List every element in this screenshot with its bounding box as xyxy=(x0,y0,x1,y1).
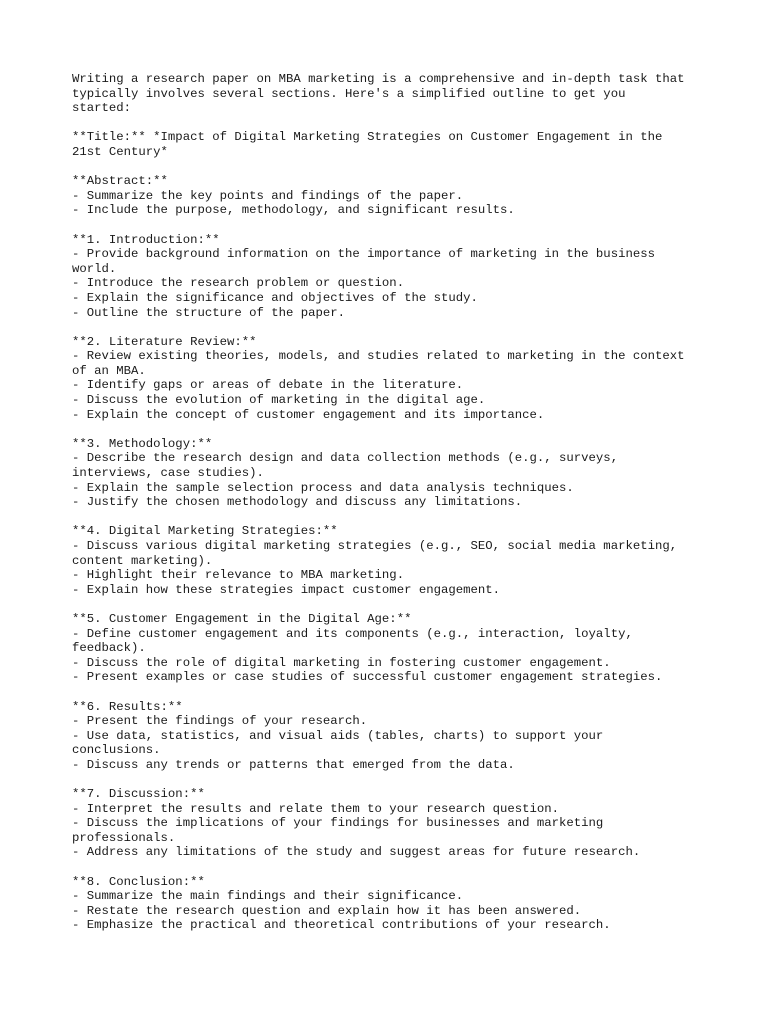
text-line: **5. Customer Engagement in the Digital Age:** xyxy=(72,611,412,626)
text-line: - Review existing theories, models, and studies related to marketing in the context xyxy=(72,349,685,364)
document-paragraph xyxy=(72,700,712,773)
text-line: **7. Discussion:** xyxy=(72,787,205,802)
text-line: - Provide background information on the importance of marketing in the business xyxy=(72,247,655,262)
text-line: - Explain the sample selection process and data analysis techniques. xyxy=(72,480,574,495)
text-line: - Include the purpose, methodology, and significant results. xyxy=(72,203,515,218)
text-line: - Address any limitations of the study and suggest areas for future research. xyxy=(72,845,641,860)
text-line: - Explain how these strategies impact customer engagement. xyxy=(72,582,501,597)
text-line: - Describe the research design and data collection methods (e.g., surveys, xyxy=(72,451,619,466)
text-line: - Justify the chosen methodology and discuss any limitations. xyxy=(72,495,523,510)
text-line: **2. Literature Review:** xyxy=(72,334,257,349)
text-line: world. xyxy=(72,261,117,276)
text-line: - Discuss any trends or patterns that emerged from the data. xyxy=(72,757,515,772)
text-line: **4. Digital Marketing Strategies:** xyxy=(72,524,338,539)
text-line: **3. Methodology:** xyxy=(72,436,213,451)
text-line: - Explain the significance and objectives of the study. xyxy=(72,290,478,305)
text-line: - Discuss the implications of your findings for businesses and marketing xyxy=(72,816,604,831)
document-paragraph xyxy=(72,335,712,423)
document-paragraph xyxy=(72,130,712,159)
text-line: - Summarize the key points and findings of the paper. xyxy=(72,188,464,203)
document-paragraph xyxy=(72,524,712,597)
text-line: content marketing). xyxy=(72,553,213,568)
text-line: of an MBA. xyxy=(72,363,146,378)
text-line: **Abstract:** xyxy=(72,174,168,189)
text-line: - Present the findings of your research. xyxy=(72,714,368,729)
text-line: started: xyxy=(72,101,132,116)
text-line: - Define customer engagement and its components (e.g., interaction, loyalty, xyxy=(72,626,633,641)
text-line: - Discuss the evolution of marketing in the digital age. xyxy=(72,393,486,408)
document-paragraph xyxy=(72,875,712,933)
document-paragraph xyxy=(72,72,712,116)
text-line: - Discuss various digital marketing strategies (e.g., SEO, social media marketing, xyxy=(72,539,678,553)
document-paragraph xyxy=(72,174,712,218)
text-line: typically involves several sections. Here's a simplified outline to get you xyxy=(72,86,626,101)
text-line: - Summarize the main findings and their significance. xyxy=(72,889,464,904)
document-body xyxy=(72,72,712,948)
text-line: - Introduce the research problem or question. xyxy=(72,276,405,291)
text-line: conclusions. xyxy=(72,743,161,758)
document-paragraph xyxy=(72,787,712,860)
text-line: - Interpret the results and relate them to your research question. xyxy=(72,801,560,816)
text-line: Writing a research paper on MBA marketing is a comprehensive and in-depth task that xyxy=(72,72,685,86)
text-line: feedback). xyxy=(72,641,146,656)
document-paragraph xyxy=(72,612,712,685)
text-line: - Explain the concept of customer engagement and its importance. xyxy=(72,407,545,422)
text-line: - Outline the structure of the paper. xyxy=(72,305,346,320)
text-line: - Discuss the role of digital marketing in fostering customer engagement. xyxy=(72,655,611,670)
text-line: **1. Introduction:** xyxy=(72,232,220,247)
document-paragraph xyxy=(72,437,712,510)
text-line: **8. Conclusion:** xyxy=(72,874,205,889)
text-line: - Use data, statistics, and visual aids (tables, charts) to support your xyxy=(72,728,604,743)
text-line: interviews, case studies). xyxy=(72,466,264,481)
text-line: - Restate the research question and explain how it has been answered. xyxy=(72,903,582,918)
text-line: professionals. xyxy=(72,830,176,845)
document-paragraph xyxy=(72,233,712,321)
text-line: **Title:** *Impact of Digital Marketing Strategies on Customer Engagement in the xyxy=(72,130,663,145)
text-line: - Present examples or case studies of successful customer engagement strategies. xyxy=(72,670,663,685)
text-line: 21st Century* xyxy=(72,144,168,159)
text-line: - Emphasize the practical and theoretical contributions of your research. xyxy=(72,918,611,933)
text-line: **6. Results:** xyxy=(72,699,183,714)
text-line: - Identify gaps or areas of debate in the literature. xyxy=(72,378,464,393)
text-line: - Highlight their relevance to MBA marketing. xyxy=(72,568,405,583)
